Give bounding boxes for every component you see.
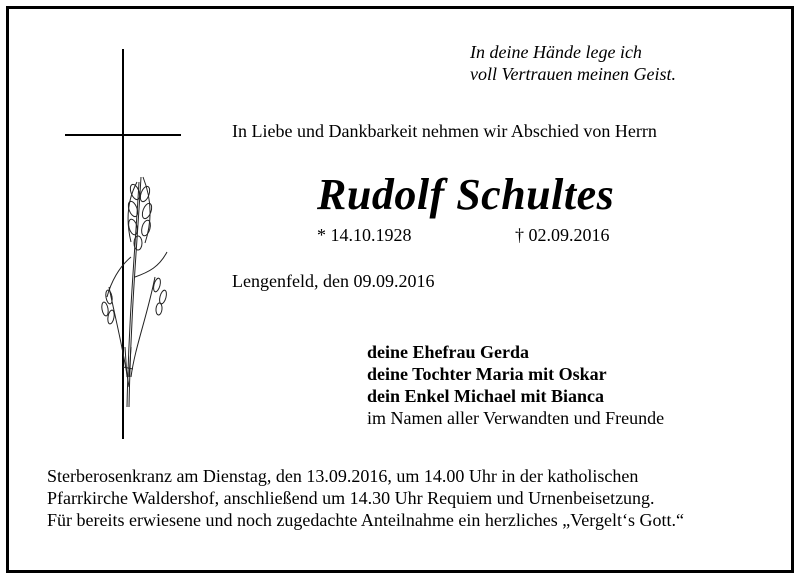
announcement-line-1: Sterberosenkranz am Dienstag, den 13.09.2016, um 14.00 Uhr in der katholischen [47, 466, 639, 486]
mourner-spouse: deine Ehefrau Gerda [367, 342, 529, 362]
intro-text: In Liebe und Dankbarkeit nehmen wir Abschied von Herrn [232, 121, 657, 141]
death-date: † 02.09.2016 [515, 225, 610, 245]
deceased-name: Rudolf Schultes [317, 170, 615, 219]
announcement-line-3: Für bereits erwiesene und noch zugedachte Anteilnahme ein herzliches „Vergelt‘s Gott.“ [47, 510, 684, 530]
quote-line-2: voll Vertrauen meinen Geist. [470, 64, 676, 84]
obituary-notice [6, 6, 794, 573]
cross-icon [59, 47, 189, 442]
mourner-daughter: deine Tochter Maria mit Oskar [367, 364, 607, 384]
mourner-others: im Namen aller Verwandten und Freunde [367, 408, 665, 428]
quote-line-1: In deine Hände lege ich [470, 42, 642, 62]
birth-date: * 14.10.1928 [317, 225, 412, 245]
place-date: Lengenfeld, den 09.09.2016 [232, 271, 435, 291]
wheat-ears-icon [101, 177, 168, 407]
announcement-line-2: Pfarrkirche Waldershof, anschließend um 14.30 Uhr Requiem und Urnenbeisetzung. [47, 488, 655, 508]
mourner-grandson: dein Enkel Michael mit Bianca [367, 386, 605, 406]
